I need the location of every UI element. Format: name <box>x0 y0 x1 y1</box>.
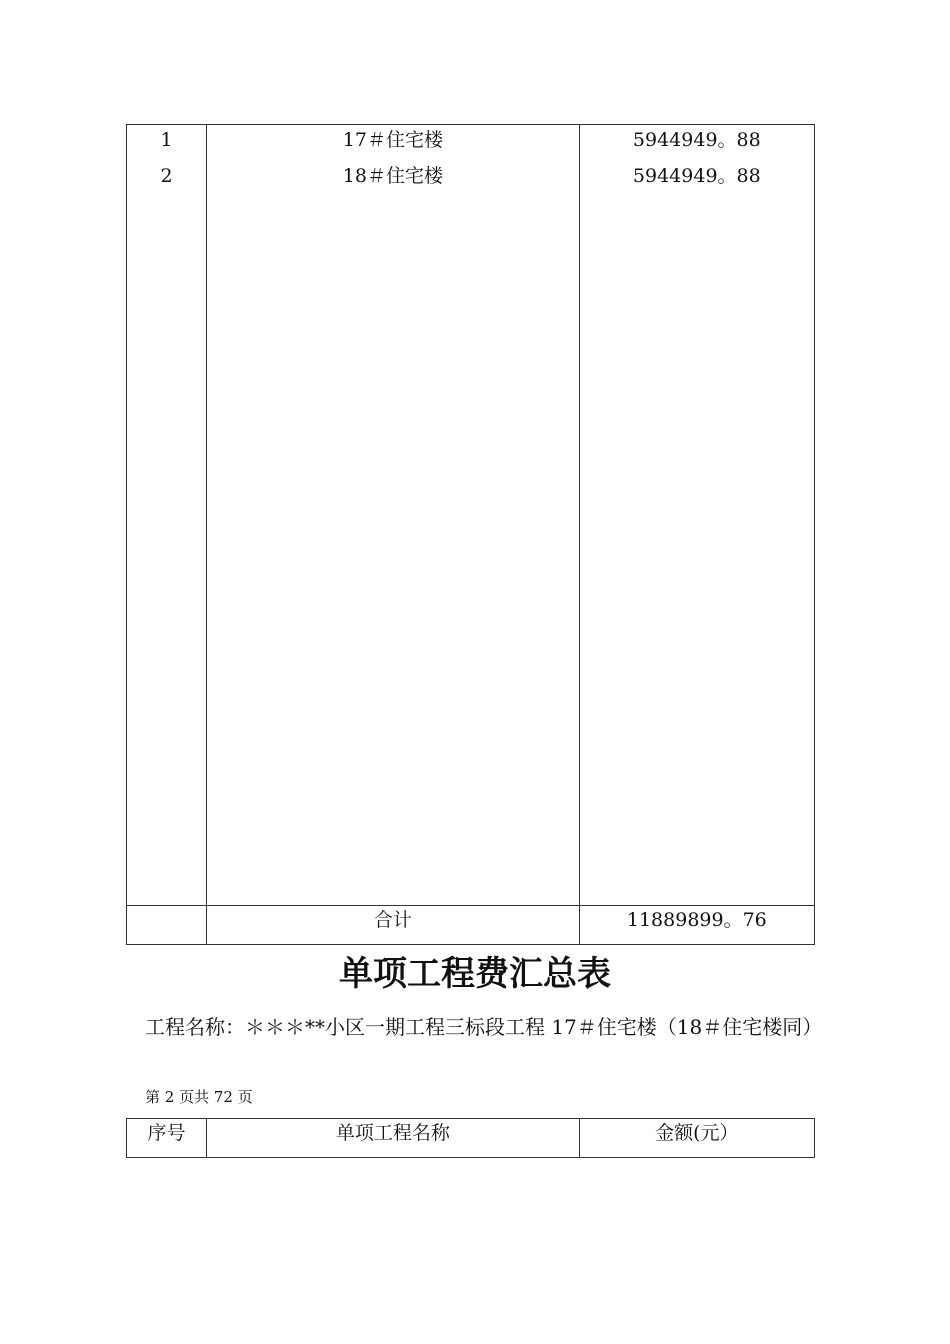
summary-table-continued <box>126 124 815 945</box>
total-empty-cell <box>127 906 207 945</box>
no-column <box>127 125 207 906</box>
row-2-no: 2 <box>160 165 173 187</box>
header-row <box>127 1119 815 1158</box>
summary-table-header <box>126 1118 815 1158</box>
page-info: 第 2 页共 72 页 <box>145 1088 253 1106</box>
amount-column <box>579 125 814 906</box>
row-1-amount: 5944949。88 <box>632 129 761 151</box>
total-row <box>127 906 815 945</box>
table-body-row <box>127 125 815 906</box>
page-title: 单项工程费汇总表 <box>339 954 611 994</box>
row-1-no: 1 <box>160 129 173 151</box>
header-name: 单项工程名称 <box>207 1119 580 1158</box>
row-2-amount: 5944949。88 <box>632 165 761 187</box>
row-1-name: 17＃住宅楼 <box>342 129 443 151</box>
name-column <box>207 125 580 906</box>
total-label: 合计 <box>207 906 580 945</box>
project-name-line: 工程名称：＊＊＊**小区一期工程三标段工程 17＃住宅楼（18＃住宅楼同） <box>145 1015 823 1039</box>
row-2-name: 18＃住宅楼 <box>342 165 443 187</box>
header-no: 序号 <box>127 1119 207 1158</box>
total-value: 11889899。76 <box>579 906 814 945</box>
header-amount: 金额(元） <box>579 1119 814 1158</box>
